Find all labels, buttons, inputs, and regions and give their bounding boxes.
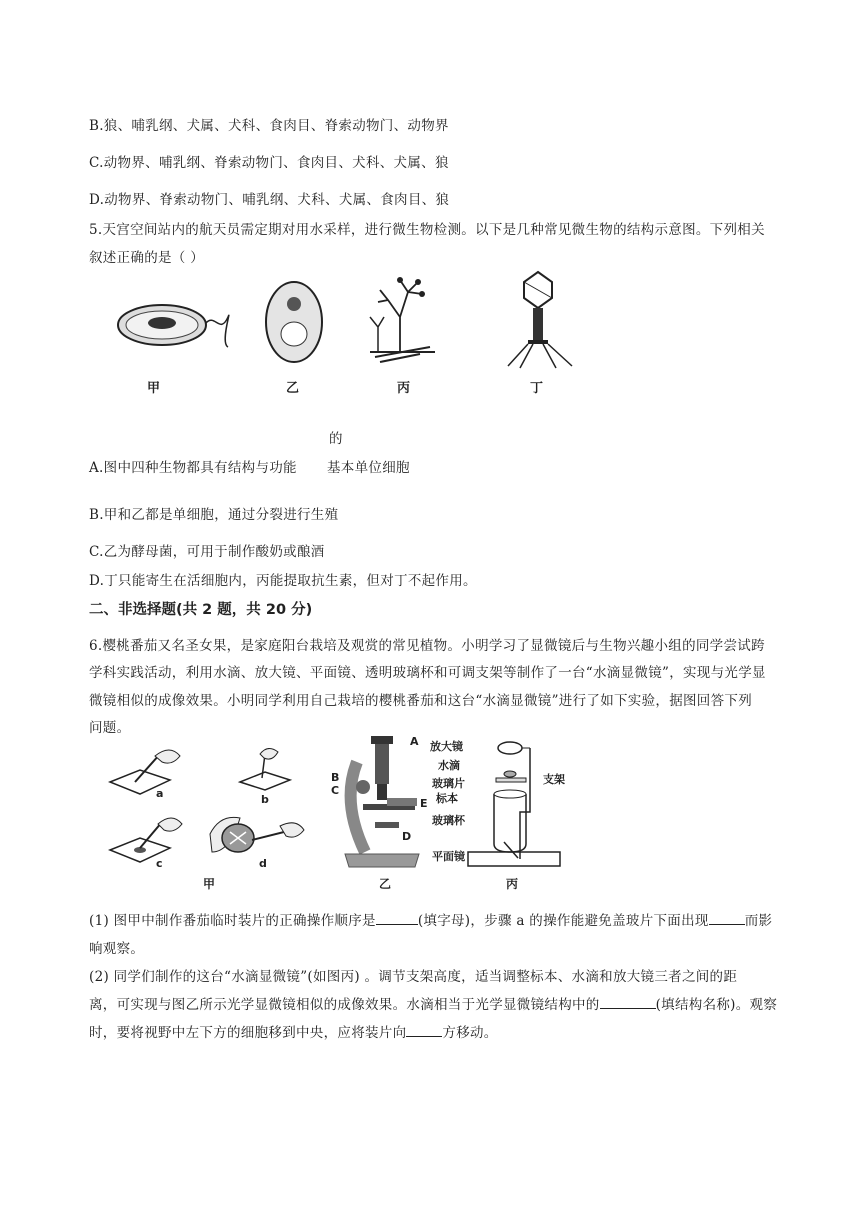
q6-stem-line2: 学科实践活动，利用水滴、放大镜、平面镜、透明玻璃杯和可调支架等制作了一台“水滴显微镜”，实现与光学显 — [89, 665, 766, 681]
q6-sub2-text-c: (填结构名称)。观察 — [655, 997, 778, 1013]
part-label-c: C — [331, 784, 340, 797]
q6-sub2-text-b: 离，可实现与图乙所示光学显微镜相似的成像效果。水滴相当于光学显微镜结构中的 — [89, 997, 600, 1013]
answer-blank-4[interactable] — [406, 1024, 442, 1037]
q6-stem-line3: 微镜相似的成像效果。小明同学利用自己栽培的樱桃番茄和这台“水滴显微镜”进行了如下实验，据图回答下列 — [89, 693, 753, 709]
step-label-d: d — [259, 857, 267, 870]
q4-option-c: C.动物界、哺乳纲、脊索动物门、食肉目、犬科、犬属、狼 — [89, 155, 449, 171]
part-label-mirror: 平面镜 — [432, 850, 465, 863]
section-title: 二、非选择题(共 2 题，共 20 分) — [89, 602, 313, 618]
part-label-stand: 支架 — [543, 773, 565, 786]
q5-option-b: B.甲和乙都是单细胞，通过分裂进行生殖 — [89, 507, 339, 523]
q5-option-a: A.图中四种生物都具有结构与功能 — [89, 460, 297, 476]
part-label-specimen: 标本 — [436, 792, 458, 805]
q5-stem-line1: 5.天宫空间站内的航天员需定期对用水采样，进行微生物检测。以下是几种常见微生物的结构示意图。下列相关 — [89, 222, 765, 238]
part-label-magnifier: 放大镜 — [430, 740, 463, 753]
step-label-b: b — [261, 793, 269, 806]
q6-sub2-text-d: 时，要将视野中左下方的细胞移到中央，应将装片向 — [89, 1025, 407, 1041]
figure-label-bing: 丙 — [397, 381, 411, 396]
q5-option-c: C.乙为酵母菌，可用于制作酸奶或酿酒 — [89, 544, 325, 560]
part-label-e: E — [420, 797, 428, 810]
q5-option-d: D.丁只能寄生在活细胞内，丙能提取抗生素，但对丁不起作用。 — [89, 573, 477, 589]
part-label-glass-cup: 玻璃杯 — [432, 814, 465, 827]
q6-sub1-text-c: 而影 — [744, 913, 773, 929]
q5-stem-line2: 叙述正确的是（ ） — [89, 250, 204, 266]
answer-blank-3[interactable] — [600, 996, 656, 1009]
figure-label-jia: 甲 — [147, 381, 161, 396]
answer-blank-1[interactable] — [376, 912, 418, 925]
q6-sub1-text-a: (1) 图甲中制作番茄临时装片的正确操作顺序是 — [89, 913, 376, 929]
q6-stem-line4: 问题。 — [89, 720, 131, 736]
figure-yeast — [262, 278, 327, 366]
q6-sub2-line2 — [89, 993, 777, 1013]
q6-sub1-line2: 响观察。 — [89, 941, 145, 957]
figure-label-ding: 丁 — [530, 381, 544, 396]
q6-sub2-line3 — [89, 1021, 498, 1041]
figure-water-drop-microscope — [460, 734, 570, 870]
figure-bacterium — [110, 295, 240, 355]
q4-option-d: D.动物界、脊索动物门、哺乳纲、犬科、犬属、食肉目、狼 — [89, 192, 450, 208]
figure-label-yi-2: 乙 — [379, 877, 392, 891]
part-label-d: D — [402, 830, 412, 843]
floating-char: 的 — [329, 431, 343, 447]
part-label-water-drop: 水滴 — [438, 759, 460, 772]
answer-blank-2[interactable] — [709, 912, 745, 925]
q4-option-b: B.狼、哺乳纲、犬属、犬科、食肉目、脊索动物门、动物界 — [89, 118, 449, 134]
figure-slide-prep — [100, 742, 310, 882]
q6-sub2-line1: (2) 同学们制作的这台“水滴显微镜”(如图丙) 。调节支架高度，适当调整标本、水滴和放大镜三者之间的距 — [89, 969, 738, 985]
q5-option-a-tail: 基本单位细胞 — [327, 460, 410, 476]
q6-sub1-line1 — [89, 909, 772, 929]
figure-label-yi: 乙 — [286, 381, 300, 396]
figure-mold — [360, 272, 445, 367]
part-label-glass-slide: 玻璃片 — [432, 777, 465, 790]
step-label-a: a — [156, 787, 164, 800]
part-label-b: B — [331, 771, 340, 784]
q6-stem-line1: 6.樱桃番茄又名圣女果，是家庭阳台栽培及观赏的常见植物。小明学习了显微镜后与生物兴趣小组的同学尝试跨 — [89, 638, 765, 654]
figure-label-bing-2: 丙 — [506, 877, 519, 891]
step-label-c: c — [156, 857, 163, 870]
figure-label-jia-2: 甲 — [203, 877, 216, 891]
figure-phage — [500, 268, 580, 373]
q6-sub2-text-e: 方移动。 — [442, 1025, 498, 1041]
part-label-a: A — [410, 735, 419, 748]
q6-sub1-text-b: (填字母)，步骤 a 的操作能避免盖玻片下面出现 — [417, 913, 709, 929]
